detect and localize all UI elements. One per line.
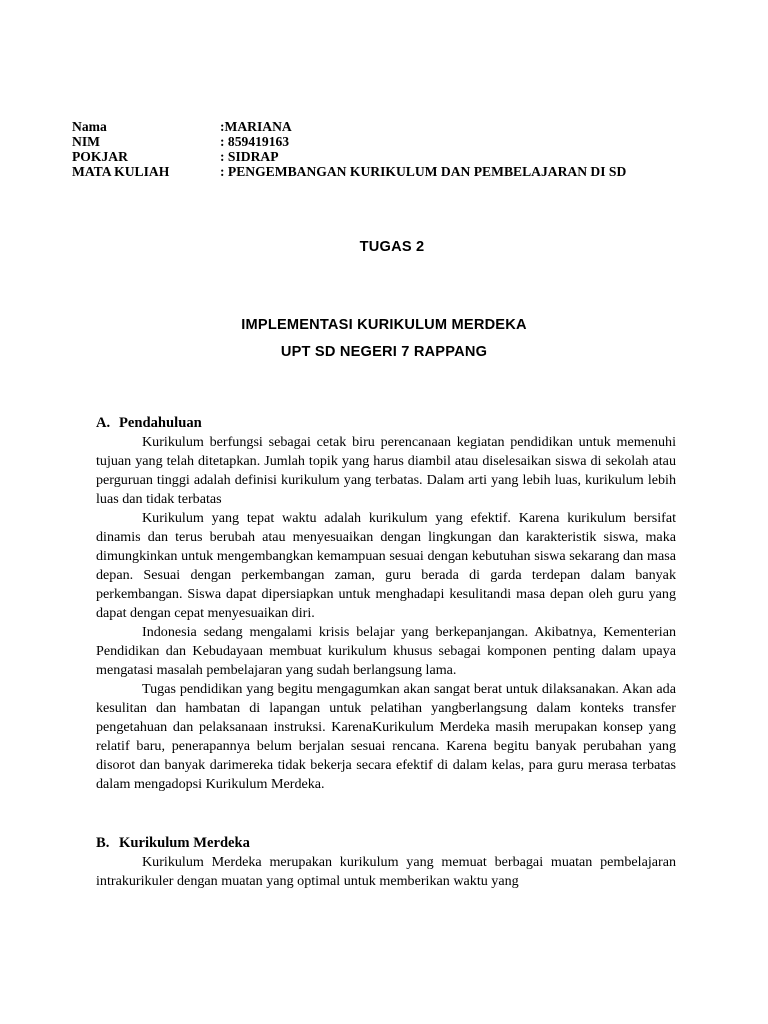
- paragraph: Indonesia sedang mengalami krisis belajar yang berkepanjangan. Akibatnya, Kementerian Pendidikan dan Kebudayaan membuat kurikulum khusus sebagai komponen penting dalam upaya mengatasi masalah pembelajaran yang sudah berlangsung lama.: [96, 624, 676, 678]
- assignment-title: TUGAS 2: [359, 239, 425, 255]
- section-number: A.: [96, 415, 111, 431]
- info-row-pokjar: [72, 149, 626, 164]
- info-label: MATA KULIAH: [72, 164, 170, 179]
- document-title: IMPLEMENTASI KURIKULUM MERDEKA: [241, 317, 527, 333]
- info-value: :MARIANA: [220, 119, 292, 134]
- section-title: Pendahuluan: [119, 415, 202, 431]
- info-value: : PENGEMBANGAN KURIKULUM DAN PEMBELAJARAN DI SD: [220, 164, 627, 179]
- paragraph: Kurikulum berfungsi sebagai cetak biru perencanaan kegiatan pendidikan untuk memenuhi tujuan yang telah ditetapkan. Jumlah topik yang harus diambil atau diselesaikan siswa di sekolah atau perguruan tinggi adalah definisi kurikulum yang terbatas. Dalam arti yang lebih luas, kurikulum lebih luas dan tidak terbatas: [96, 434, 676, 507]
- info-label: Nama: [72, 119, 107, 134]
- paragraph: Tugas pendidikan yang begitu mengagumkan akan sangat berat untuk dilaksanakan. Akan ada kesulitan dan hambatan di lapangan untuk pelatihan yangberlangsung dalam konteks transfer pengetahuan dan pelaksanaan instruksi. KarenaKurikulum Merdeka masih merupakan konsep yang relatif baru, penerapannya belum berjalan sesuai rencana. Karena begitu banyak perubahan yang disorot dan banyak darimereka tidak bekerja secara efektif di dalam kelas, para guru merasa terbatas dalam mengadopsi Kurikulum Merdeka.: [96, 681, 676, 792]
- school-title: UPT SD NEGERI 7 RAPPANG: [280, 344, 488, 360]
- info-value: : SIDRAP: [220, 149, 279, 164]
- info-label: NIM: [72, 134, 100, 149]
- section-body-a: [96, 433, 676, 794]
- paragraph: Kurikulum Merdeka merupakan kurikulum yang memuat berbagai muatan pembelajaran intrakurikuler dengan muatan yang optimal untuk memberikan waktu yang: [96, 854, 676, 889]
- info-row-mata-kuliah: [72, 164, 626, 179]
- section-body-b: [96, 853, 676, 891]
- student-info: [72, 119, 626, 179]
- paragraph: Kurikulum yang tepat waktu adalah kurikulum yang efektif. Karena kurikulum bersifat dinamis dan terus berubah atau menyesuaikan dengan lingkungan dan karakteristik siswa, maka dimungkinkan untuk mengembangkan kemampuan sesuai dengan kebutuhan siswa sekarang dan masa depan. Sesuai dengan perkembangan zaman, guru berada di garda terdepan dalam banyak perkembangan. Siswa dapat dipersiapkan untuk menghadapi kesulitandi masa depan oleh guru yang dapat dengan cepat menyesuaikan diri.: [96, 510, 676, 621]
- info-row-nama: [72, 119, 626, 134]
- info-value: : 859419163: [220, 134, 290, 149]
- info-label: POKJAR: [72, 149, 128, 164]
- section-title: Kurikulum Merdeka: [119, 835, 250, 851]
- info-row-nim: [72, 134, 626, 149]
- section-heading-b: [96, 835, 250, 852]
- section-heading-a: [96, 415, 202, 432]
- section-number: B.: [96, 835, 110, 851]
